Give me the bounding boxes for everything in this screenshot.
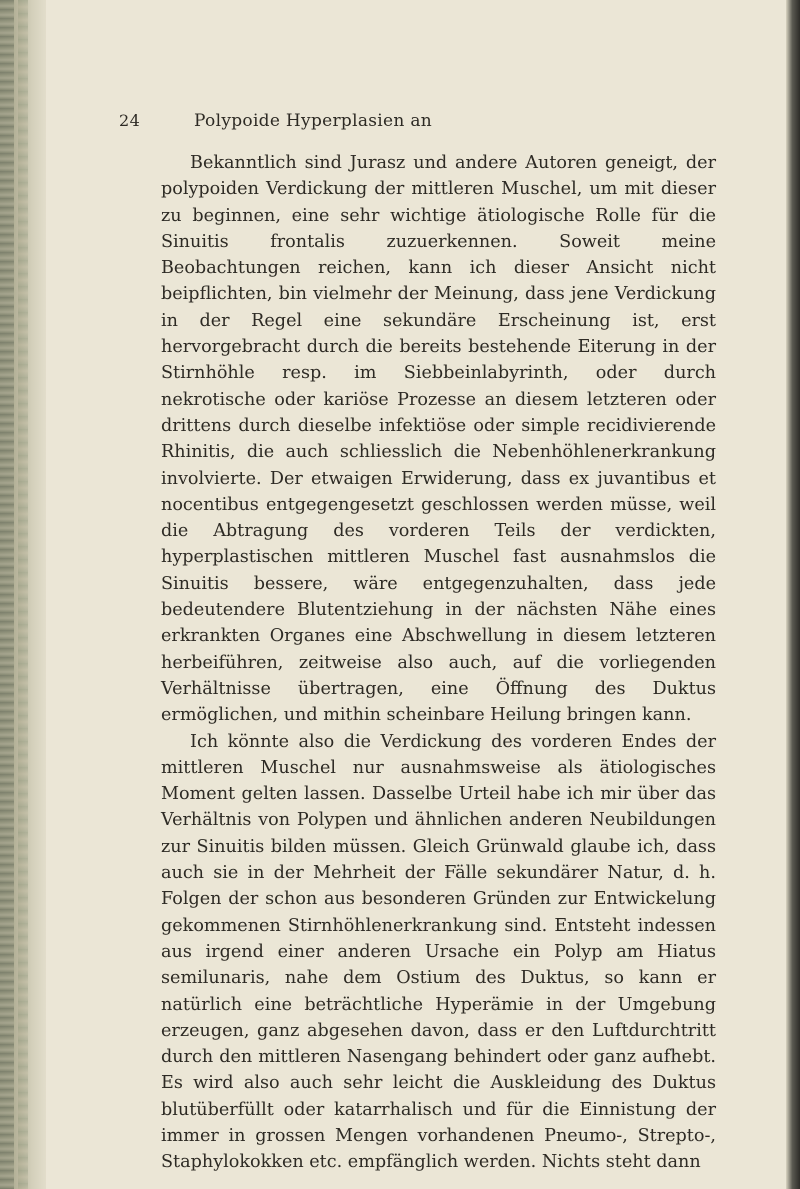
paragraph: Ich könnte also die Verdickung des vorderen Endes der mittleren Muschel nur ausnahmsweise als ätiologisches Moment gelten lassen. Dasselbe Urteil habe ich mir über das Verhältnis von Polypen und ähnlichen anderen Neubildungen zur Sinuitis bilden müssen. Gleich Grünwald glaube ich, dass auch sie in der Mehrheit der Fälle sekundärer Natur, d. h. Folgen der schon aus besonderen Gründen zur Entwickelung gekommenen Stirnhöhlenerkrankung sind. Entsteht indessen aus irgend einer anderen Ursache ein Polyp am Hiatus semilunaris, nahe dem Ostium des Duktus, so kann er natürlich eine beträchtliche Hyperämie in der Umgebung erzeugen, ganz abgesehen davon, dass er den Luftdurchtritt durch den mittleren Nasengang behindert oder ganz aufhebt. Es wird also auch sehr leicht die Auskleidung des Duktus blutüberfüllt oder katarrhalisch und für die Einnistung der immer in grossen Mengen vorhandenen Pneumo-, Strepto-, Staphylokokken etc. empfänglich werden. Nichts steht dann — [161, 731, 716, 1173]
paragraph: Bekanntlich sind Jurasz und andere Autoren geneigt, der polypoiden Verdickung der mittleren Muschel, um mit dieser zu beginnen, eine sehr wichtige ätiologische Rolle für die Sinuitis frontalis zuzuerkennen. Soweit meine Beobachtungen reichen, kann ich dieser Ansicht nicht beipflichten, bin vielmehr der Meinung, dass jene Verdickung in der Regel eine sekundäre Erscheinung ist, erst hervorgebracht durch die bereits bestehende Eiterung in der Stirnhöhle resp. im Siebbeinlabyrinth, oder durch nekrotische oder kariöse Prozesse an diesem letzteren oder drittens durch dieselbe infektiöse oder simple recidivierende Rhinitis, die auch schliesslich die Nebenhöhlenerkrankung involvierte. Der etwaigen Erwiderung, dass ex juvantibus et nocentibus entgegengesetzt geschlossen werden müsse, weil die Abtragung des vorderen Teils der verdickten, hyperplastischen mittleren Muschel fast ausnahmslos die Sinuitis bessere, wäre entgegenzuhalten, dass jede bedeutendere Blutentziehung in der nächsten Nähe eines erkrankten Organes eine Abschwellung in diesem letzteren herbeiführen, zeitweise also auch, auf die vorliegenden Verhältnisse übertragen, eine Öffnung des Duktus ermöglichen, und mithin scheinbare Heilung bringen kann. — [161, 153, 716, 726]
page-edge-shadow — [786, 0, 800, 1189]
body-text — [161, 150, 716, 1176]
book-gutter — [0, 0, 46, 1189]
page-number: 24 — [119, 111, 141, 130]
page-header — [119, 111, 639, 135]
running-title: Polypoide Hyperplasien an — [194, 111, 433, 131]
